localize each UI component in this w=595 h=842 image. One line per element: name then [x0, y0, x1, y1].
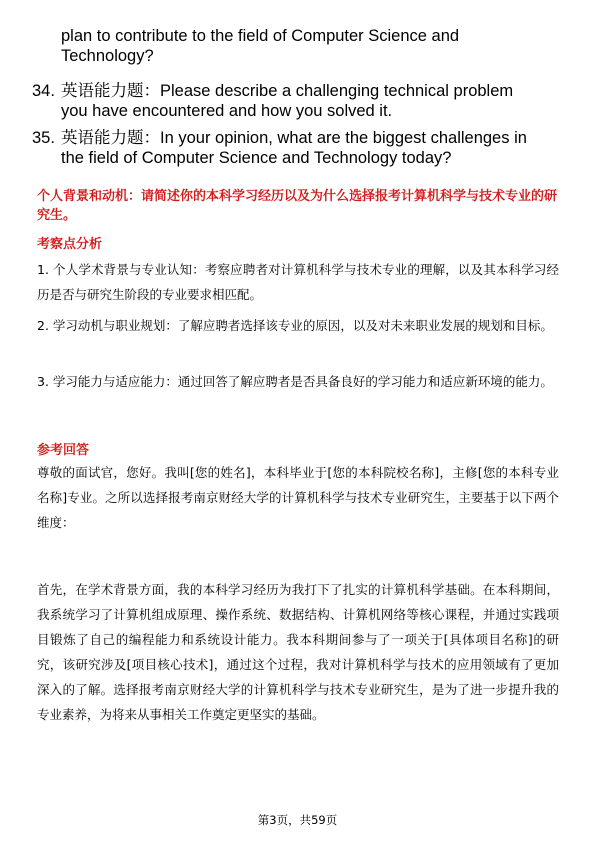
page-footer: 第3页，共59页: [257, 813, 338, 827]
section-heading: 个人背景和动机：请简述你的本科学习经历以及为什么选择报考计算机科学与技术专业的研究生。: [37, 189, 558, 223]
answer-paragraph-1: 尊敬的面试官，您好。我叫[您的姓名]，本科毕业于[您的本科院校名称]，主修[您的本科专业名称]专业。之所以选择报考南京财经大学的计算机科学与技术专业研究生，主要基于以下两个维度：: [37, 465, 559, 530]
question-text: 英语能力题：Please describe a challenging technical problem you have encountered and how you solved it.: [61, 82, 514, 120]
question-text: 英语能力题：In your opinion, what are the biggest challenges in the field of Computer Science and Technology today?: [61, 129, 527, 167]
question-number: 34.: [32, 82, 55, 100]
question-continuation: plan to contribute to the field of Computer Science and Technology?: [61, 27, 460, 65]
analysis-item-3: 3. 学习能力与适应能力：通过回答了解应聘者是否具备良好的学习能力和适应新环境的能力。: [37, 374, 553, 389]
answer-paragraph-2: 首先，在学术背景方面，我的本科学习经历为我打下了扎实的计算机科学基础。在本科期间，我系统学习了计算机组成原理、操作系统、数据结构、计算机网络等核心课程，并通过实践项目锻炼了自己的编程能力和系统设计能力。我本科期间参与了一项关于[具体项目名称]的研究，该研究涉及[项目核心技术]，通过这个过程，我对计算机科学与技术的应用领域有了更加深入的了解。选择报考南京财经大学的计算机科学与技术专业研究生，是为了进一步提升我的专业素养，为将来从事相关工作奠定更坚实的基础。: [37, 582, 559, 722]
analysis-item-2: 2. 学习动机与职业规划：了解应聘者选择该专业的原因，以及对未来职业发展的规划和目标。: [37, 318, 553, 333]
reference-title: 参考回答: [37, 443, 90, 458]
analysis-item-1: 1. 个人学术背景与专业认知：考察应聘者对计算机科学与技术专业的理解，以及其本科学习经历是否与研究生阶段的专业要求相匹配。: [37, 262, 559, 302]
analysis-title: 考察点分析: [37, 237, 103, 252]
question-number: 35.: [32, 129, 55, 147]
